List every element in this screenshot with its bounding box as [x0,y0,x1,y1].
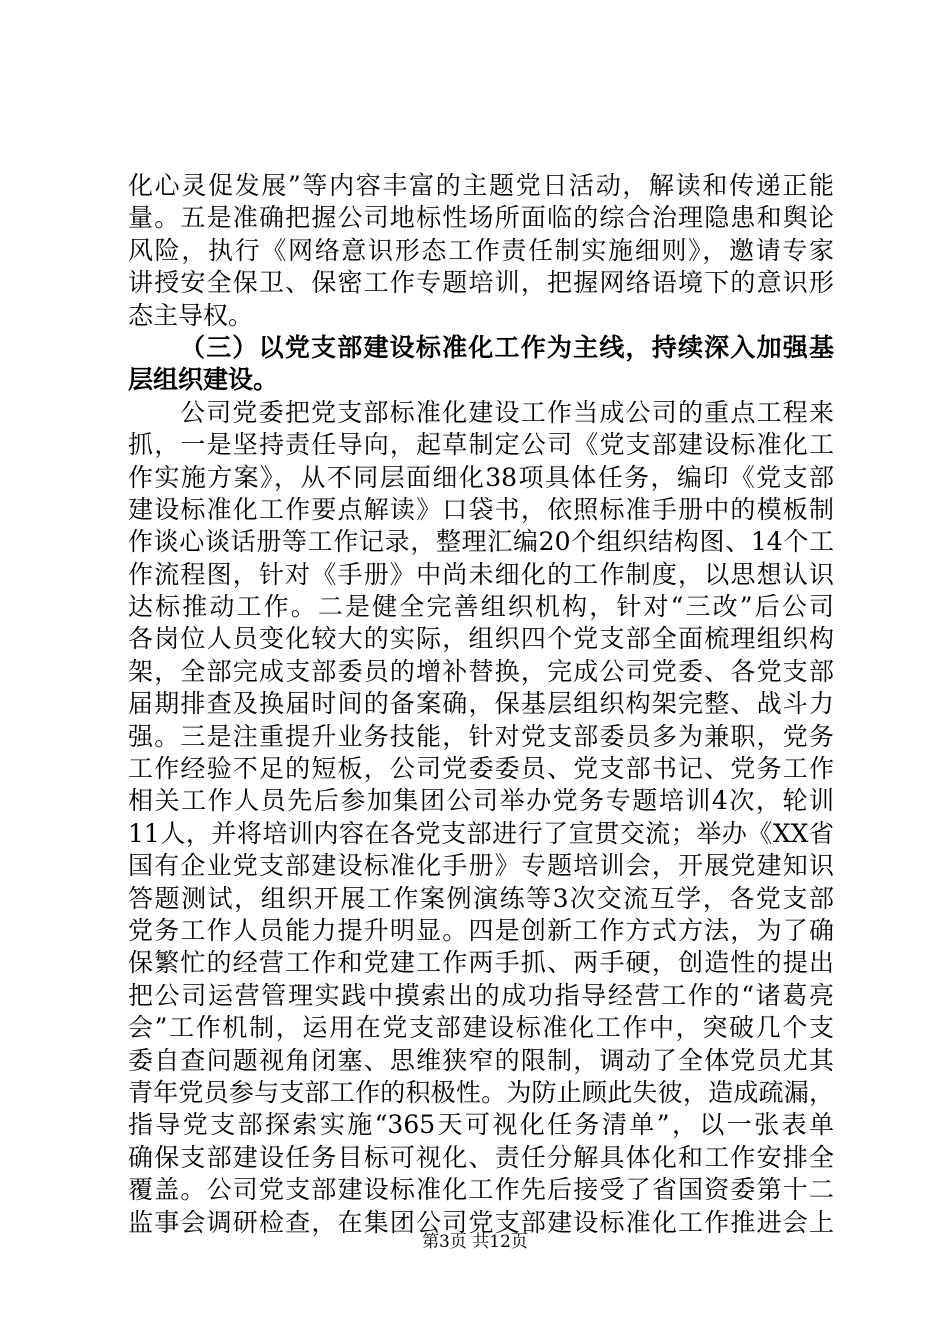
paragraph-line: 量。五是准确把握公司地标性场所面临的综合治理隐患和舆论 [128,203,834,233]
paragraph-line: 工作经验不足的短板，公司党委委员、党支部书记、党务工作 [128,754,834,784]
paragraph-line: 答题测试，组织开展工作案例演练等3次交流互学，各党支部 [128,883,834,913]
paragraph-line: 达标推动工作。二是健全完善组织机构，针对“三改”后公司 [128,592,834,622]
paragraph-line: 11人，并将培训内容在各党支部进行了宣贯交流；举办《XX省 [128,818,834,848]
paragraph-line: 监事会调研检查，在集团公司党支部建设标准化工作推进会上 [128,1207,834,1237]
paragraph-line: 保繁忙的经营工作和党建工作两手抓、两手硬，创造性的提出 [128,948,834,978]
section-heading-line: 层组织建设。 [128,365,279,395]
document-body [128,170,834,1239]
paragraph-line: 化心灵促发展”等内容丰富的主题党日活动，解读和传递正能 [128,171,834,200]
paragraph-line: 党务工作人员能力提升明显。四是创新工作方式方法，为了确 [128,915,834,945]
paragraph-line: 作实施方案》，从不同层面细化38项具体任务，编印《党支部 [128,462,834,492]
paragraph-line: 青年党员参与支部工作的积极性。为防止顾此失彼，造成疏漏， [128,1077,834,1107]
paragraph-line: 相关工作人员先后参加集团公司举办党务专题培训4次，轮训 [128,786,834,816]
page-number-footer: 第3页 共12页 [422,1232,528,1252]
paragraph-line: 抓，一是坚持责任导向，起草制定公司《党支部建设标准化工 [128,430,834,460]
paragraph-line: 作谈心谈话册等工作记录，整理汇编20个组织结构图、14个工 [128,527,834,557]
paragraph-line: 风险，执行《网络意识形态工作责任制实施细则》，邀请专家 [128,235,834,265]
paragraph-line: 各岗位人员变化较大的实际，组织四个党支部全面梳理组织构 [128,624,834,654]
paragraph-line: 指导党支部探索实施“365天可视化任务清单”，以一张表单 [128,1110,834,1140]
paragraph-line: 国有企业党支部建设标准化手册》专题培训会，开展党建知识 [128,851,834,881]
paragraph-line: 强。三是注重提升业务技能，针对党支部委员多为兼职，党务 [128,721,834,751]
paragraph-line: 确保支部建设任务目标可视化、责任分解具体化和工作安排全 [128,1142,834,1172]
paragraph-line: 把公司运营管理实践中摸索出的成功指导经营工作的“诸葛亮 [128,980,834,1010]
section-heading-line: （三）以党支部建设标准化工作为主线，持续深入加强基 [180,332,834,362]
paragraph-line: 作流程图，针对《手册》中尚未细化的工作制度，以思想认识 [128,559,834,589]
paragraph-line: 建设标准化工作要点解读》口袋书，依照标准手册中的模板制 [128,494,834,524]
paragraph-line: 委自查问题视角闭塞、思维狭窄的限制，调动了全体党员尤其 [128,1045,834,1075]
paragraph-line: 公司党委把党支部标准化建设工作当成公司的重点工程来 [180,397,834,427]
paragraph-line: 讲授安全保卫、保密工作专题培训，把握网络语境下的意识形 [128,268,834,298]
paragraph-line: 态主导权。 [128,300,254,330]
paragraph-line: 会”工作机制，运用在党支部建设标准化工作中，突破几个支 [128,1013,834,1043]
paragraph-line: 届期排查及换届时间的备案确，保基层组织构架完整、战斗力 [128,689,834,719]
paragraph-line: 架，全部完成支部委员的增补替换，完成公司党委、各党支部 [128,656,834,686]
paragraph-line: 覆盖。公司党支部建设标准化工作先后接受了省国资委第十二 [128,1175,834,1205]
